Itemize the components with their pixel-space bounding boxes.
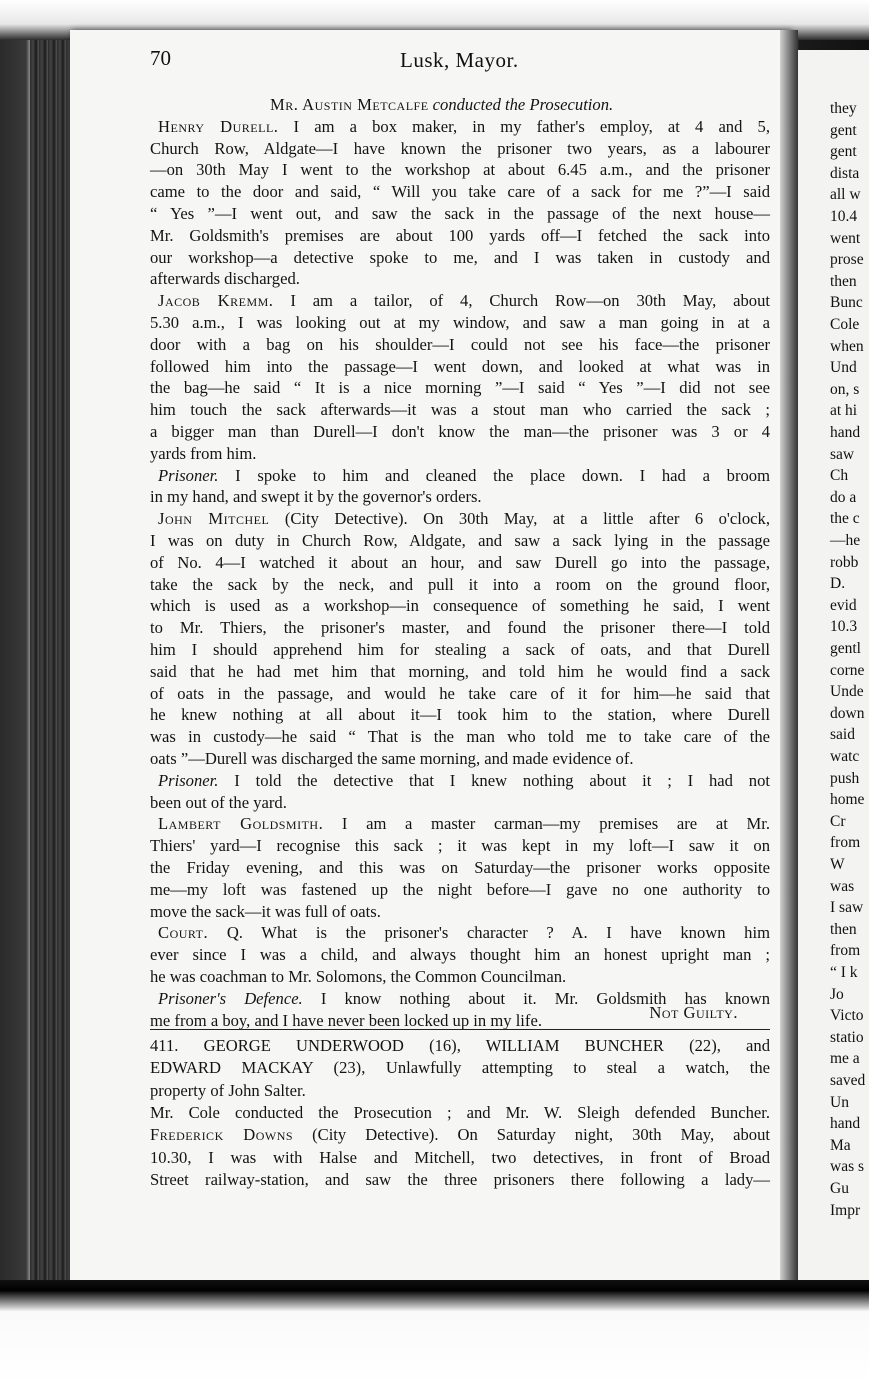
facing-page-text: the c: [830, 510, 860, 528]
text-line: Church Row, Aldgate—I have known the prisoner two years, as a labourer: [150, 138, 770, 158]
facing-page-text: Und: [830, 359, 857, 377]
text-line: take the sack by the neck, and pull it into a room on the ground floor,: [150, 574, 770, 594]
text-line: ever since I was a child, and always thought him an honest upright man ;: [150, 945, 770, 965]
facing-page-text: robb: [830, 553, 859, 571]
facing-page-text: Unde: [830, 683, 864, 701]
text-line: Prisoner. I spoke to him and cleaned the place down. I had a broom: [158, 465, 770, 485]
scan-bottom-edge: [0, 1280, 869, 1385]
facing-page-text: —he: [830, 532, 861, 549]
facing-page-text: 10.4: [830, 208, 858, 225]
facing-page-text: 10.3: [830, 618, 858, 636]
facing-page-text: they: [830, 100, 857, 117]
verdict: Not Guilty.: [649, 1003, 738, 1022]
text-line: Prisoner's Defence. I know nothing about it. Mr. Goldsmith has known: [158, 988, 770, 1008]
text-line: Prisoner. I told the detective that I knew nothing about it ; I had not: [158, 770, 770, 790]
text-line: Street railway-station, and saw the three prisoners there following a lady—: [150, 1169, 770, 1189]
facing-page-text: Ch: [830, 467, 849, 485]
facing-page-text: Cole: [830, 316, 860, 333]
facing-page-text: “ I k: [830, 964, 858, 981]
text-line: me from a boy, and I have never been locked up in my life.: [150, 1010, 542, 1030]
text-line: Mr. Cole conducted the Prosecution ; and Mr. W. Sleigh defended Buncher.: [150, 1102, 770, 1122]
facing-page-text: Gu: [830, 1180, 849, 1197]
facing-page-text: dista: [830, 164, 860, 182]
text-line: Mr. Goldsmith's premises are about 100 yards off—I fetched the sack into: [150, 225, 770, 245]
facing-page-text: Un: [830, 1093, 849, 1111]
prosecution-note: Mr. Austin Metcalfe conducted the Prosecution.: [270, 95, 614, 114]
facing-page-text: went: [830, 229, 861, 247]
facing-page-text: was: [830, 877, 855, 895]
facing-page-text: at hi: [830, 402, 858, 420]
text-line: “ Yes ”—I went out, and saw the sack in the passage of the next house—: [150, 204, 770, 223]
facing-page-text: D.: [830, 575, 846, 593]
facing-page-text: corne: [830, 661, 865, 679]
text-line: him touch the sack afterwards—it was a stout man who carried the sack ;: [150, 400, 770, 420]
facing-page-text: from: [830, 942, 861, 960]
facing-page-text: push: [830, 769, 860, 787]
body-text: [150, 0, 770, 1385]
text-line: in my hand, and swept it by the governor's orders.: [150, 487, 482, 507]
text-line: Court. Q. What is the prisoner's character ? A. I have known him: [158, 923, 770, 943]
facing-page-text: saved: [830, 1072, 866, 1089]
facing-page-text: down: [830, 704, 865, 722]
facing-page-text: then: [830, 920, 857, 938]
text-line: 5.30 a.m., I was looking out at my window, and saw a man going in at a: [150, 313, 770, 332]
page-number: 70: [150, 46, 171, 70]
text-line: was in custody—he said “ That is the man who told me to take care of the: [150, 727, 770, 747]
text-line: I was on duty in Church Row, Aldgate, and saw a sack lying in the passage: [150, 531, 770, 550]
text-line: of oats in the passage, and would he take care of it for him—he said that: [150, 683, 770, 703]
facing-page-text: gent: [830, 143, 857, 161]
facing-page-text: then: [830, 272, 857, 290]
facing-page-text: W: [830, 856, 845, 873]
facing-page-text: Bunc: [830, 294, 863, 312]
text-line: came to the door and said, “ Will you take care of a sack for me ?”—I said: [150, 182, 770, 202]
text-line: —on 30th May I went to the workshop at about 6.45 a.m., and the prisoner: [150, 160, 770, 180]
book-binding: [30, 40, 72, 1280]
facing-page-text: I saw: [830, 899, 864, 917]
text-line: the bag—he said “ It is a nice morning ”—I said “ Yes ”—I did not see: [150, 378, 770, 398]
text-line: move the sack—it was full of oats.: [150, 901, 381, 921]
text-line: EDWARD MACKAY (23), Unlawfully attempting to steal a watch, the: [150, 1058, 770, 1078]
text-line: said that he had met him that morning, and told him he would find a sack: [150, 661, 770, 681]
facing-page-text: gentl: [830, 640, 861, 657]
text-line: a bigger man than Durell—I don't know the man—the prisoner was 3 or 4: [150, 422, 770, 441]
text-line: Henry Durell. I am a box maker, in my father's employ, at 4 and 5,: [158, 116, 770, 136]
text-line: door with a bag on his shoulder—I could not see his face—the prisoner: [150, 334, 770, 354]
facing-page-text: Victo: [830, 1007, 864, 1025]
facing-page-text: Jo: [830, 985, 844, 1003]
text-line: John Mitchel (City Detective). On 30th May, at a little after 6 o'clock,: [158, 509, 770, 529]
facing-page-text: prose: [830, 251, 864, 269]
facing-page-text: statio: [830, 1028, 864, 1046]
facing-page-text: hand: [830, 424, 861, 441]
text-line: Thiers' yard—I recognise this sack ; it was kept in my loft—I saw it on: [150, 836, 770, 856]
text-line: yards from him.: [150, 443, 257, 463]
text-line: been out of the yard.: [150, 792, 287, 812]
page-gutter-shadow: [780, 30, 798, 1280]
running-head: Lusk, Mayor.: [400, 48, 519, 72]
facing-page-text: Impr: [830, 1201, 861, 1219]
facing-page-text: do a: [830, 488, 857, 506]
facing-page-text: from: [830, 834, 861, 852]
text-line: the Friday evening, and this was on Saturday—the prisoner works opposite: [150, 858, 770, 877]
text-line: he knew nothing at all about it—I took him to the station, where Durell: [150, 705, 770, 725]
text-line: our workshop—a detective spoke to me, and I was taken in custody and: [150, 247, 770, 267]
text-line: Lambert Goldsmith. I am a master carman—my premises are at Mr.: [158, 814, 770, 834]
facing-page-text: Ma: [830, 1136, 851, 1154]
text-line: followed him into the passage—I went down, and looked at what was in: [150, 356, 770, 376]
text-line: me—my loft was fastened up the night before—I gave no one authority to: [150, 879, 770, 899]
facing-page-text: watc: [830, 748, 860, 765]
facing-page-fragment: [798, 50, 869, 1280]
text-line: Frederick Downs (City Detective). On Saturday night, 30th May, about: [150, 1125, 770, 1145]
text-line: 10.30, I was with Halse and Mitchell, two detectives, in front of Broad: [150, 1147, 770, 1167]
text-line: afterwards discharged.: [150, 269, 300, 289]
text-line: which is used as a workshop—in consequence of something he said, I went: [150, 596, 770, 616]
text-line: him I should apprehend him for stealing a sack of oats, and that Durell: [150, 640, 770, 659]
text-line: oats ”—Durell was discharged the same morning, and made evidence of.: [150, 749, 634, 768]
text-line: property of John Salter.: [150, 1080, 306, 1100]
text-line: 411. GEORGE UNDERWOOD (16), WILLIAM BUNCHER (22), and: [150, 1036, 770, 1055]
facing-page-text: Cr: [830, 812, 846, 830]
facing-page-text: said: [830, 726, 855, 744]
facing-page-text: evid: [830, 596, 857, 614]
facing-page-text: hand: [830, 1115, 861, 1133]
text-line: of No. 4—I watched it about an hour, and saw Durell go into the passage,: [150, 552, 770, 572]
facing-page-text: when: [830, 337, 864, 355]
facing-page-text: home: [830, 791, 865, 809]
facing-page-text: was s: [830, 1158, 865, 1176]
section-rule: [150, 1029, 770, 1030]
facing-page-text: on, s: [830, 380, 860, 398]
text-line: to Mr. Thiers, the prisoner's master, and found the prisoner there—I told: [150, 618, 770, 638]
text-line: he was coachman to Mr. Solomons, the Common Councilman.: [150, 967, 567, 986]
facing-page-text: gent: [830, 121, 857, 139]
text-line: Jacob Kremm. I am a tailor, of 4, Church Row—on 30th May, about: [158, 291, 770, 311]
facing-page-text: saw: [830, 445, 855, 463]
facing-page-text: me a: [830, 1050, 860, 1068]
facing-page-text: all w: [830, 186, 861, 204]
